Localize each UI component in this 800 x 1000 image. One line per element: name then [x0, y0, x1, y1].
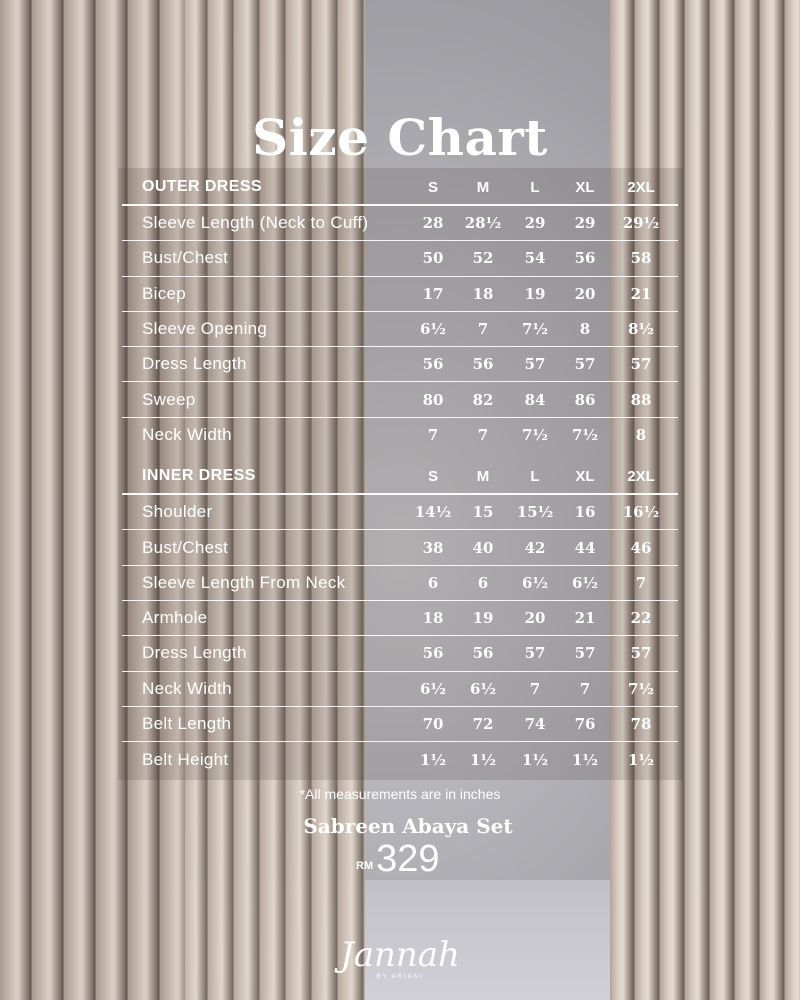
measurement-value: 72 [472, 715, 494, 733]
measurement-value: 8 [635, 426, 647, 445]
measurement-value: 19 [472, 609, 494, 628]
measurement-label: Bicep [142, 283, 187, 303]
page-title: Size Chart [252, 108, 548, 167]
measurement-value: 1½ [469, 750, 497, 769]
measurement-label: Belt Length [142, 714, 232, 733]
measurement-value: 20 [524, 609, 546, 628]
size-header: 2XL [627, 178, 655, 196]
measurement-value: 29 [574, 214, 596, 233]
table-row [122, 566, 678, 601]
measurement-value: 18 [472, 284, 494, 303]
size-header: S [427, 178, 438, 196]
measurement-value: 40 [472, 538, 494, 557]
table-row [122, 241, 678, 276]
measurement-label: Belt Height [142, 749, 229, 769]
measurement-value: 56 [422, 355, 444, 374]
measurement-value: 16½ [622, 503, 660, 522]
measurement-label: Sleeve Length From Neck [142, 572, 346, 592]
measurement-value: 7½ [521, 426, 549, 445]
measurement-value: 7 [427, 426, 439, 445]
measurement-value: 78 [630, 715, 652, 733]
measurement-value: 1½ [521, 750, 549, 769]
measurement-value: 57 [630, 355, 652, 374]
measurement-value: 15 [472, 503, 494, 522]
outer-dress-section [122, 170, 678, 453]
measurement-note: *All measurements are in inches [299, 786, 501, 802]
inner-dress-section [122, 459, 678, 777]
section-heading: OUTER DRESS [142, 178, 262, 195]
table-row [122, 601, 678, 636]
measurement-value: 88 [630, 390, 652, 409]
size-header: S [427, 467, 438, 485]
measurement-value: 6 [427, 573, 439, 592]
measurement-value: 28½ [464, 214, 502, 233]
measurement-label: Sleeve Length (Neck to Cuff) [142, 213, 369, 233]
measurement-label: Shoulder [142, 502, 213, 522]
measurement-value: 18 [422, 609, 444, 628]
table-row [122, 742, 678, 777]
size-header: M [476, 467, 490, 485]
measurement-label: Sleeve Opening [142, 319, 268, 339]
measurement-value: 6½ [571, 573, 599, 592]
brand-logo-tagline: BY ARIANI [376, 974, 424, 980]
measurement-value: 7 [477, 426, 489, 445]
table-row [122, 312, 678, 347]
measurement-value: 15½ [516, 503, 554, 522]
measurement-value: 57 [524, 355, 546, 374]
table-row [122, 707, 678, 742]
measurement-value: 80 [422, 390, 444, 409]
measurement-label: Neck Width [142, 678, 232, 698]
measurement-value: 57 [524, 644, 546, 663]
measurement-value: 50 [422, 249, 444, 268]
measurement-label: Dress Length [142, 354, 247, 374]
size-header: XL [575, 178, 595, 196]
measurement-value: 14½ [414, 503, 452, 522]
measurement-label: Bust/Chest [142, 248, 229, 268]
price-amount: 329 [376, 838, 440, 880]
measurement-label: Bust/Chest [142, 537, 229, 557]
measurement-value: 38 [422, 538, 444, 557]
measurement-value: 8½ [627, 320, 655, 339]
measurement-value: 82 [472, 390, 494, 409]
table-row [122, 636, 678, 671]
brand-logo [0, 935, 800, 980]
measurement-value: 7 [635, 573, 647, 592]
measurement-value: 56 [422, 644, 444, 663]
table-row [122, 206, 678, 241]
size-header: L [530, 467, 540, 485]
measurement-label: Dress Length [142, 643, 247, 663]
measurement-value: 7 [477, 320, 489, 339]
product-name: Sabreen Abaya Set [303, 814, 513, 838]
brand-logo-wordmark: Jannah [340, 935, 460, 975]
table-row [122, 347, 678, 382]
table-row [122, 418, 678, 453]
measurement-value: 57 [630, 644, 652, 663]
table-row [122, 382, 678, 417]
measurement-value: 1½ [571, 750, 599, 769]
measurement-value: 7½ [521, 320, 549, 339]
measurement-value: 56 [574, 249, 596, 268]
measurement-value: 20 [574, 284, 596, 303]
measurement-value: 56 [472, 355, 494, 374]
table-row [122, 495, 678, 530]
measurement-value: 22 [630, 609, 652, 628]
measurement-value: 6½ [419, 679, 447, 698]
measurement-label: Sweep [142, 389, 196, 409]
measurement-value: 57 [574, 644, 596, 663]
table-header-row [122, 170, 678, 206]
table-row [122, 672, 678, 707]
size-header: 2XL [627, 467, 655, 485]
table-row [122, 277, 678, 312]
measurement-value: 21 [630, 284, 652, 303]
measurement-value: 17 [422, 284, 444, 303]
measurement-value: 70 [422, 715, 444, 733]
size-header: L [530, 178, 540, 196]
measurement-value: 74 [524, 715, 546, 733]
measurement-value: 7 [579, 679, 591, 698]
measurement-value: 7½ [627, 679, 655, 698]
measurement-value: 46 [630, 538, 652, 557]
measurement-value: 56 [472, 644, 494, 663]
measurement-value: 6½ [419, 320, 447, 339]
measurement-label: Armhole [142, 608, 208, 628]
measurement-value: 58 [630, 249, 652, 268]
measurement-value: 57 [574, 355, 596, 374]
measurement-value: 52 [472, 249, 494, 268]
measurement-value: 29½ [622, 214, 660, 233]
measurement-label: Neck Width [142, 425, 232, 445]
measurement-value: 76 [574, 715, 596, 733]
section-heading: INNER DRESS [142, 467, 256, 485]
measurement-value: 1½ [419, 750, 447, 769]
measurement-value: 19 [524, 284, 546, 303]
measurement-value: 86 [574, 390, 596, 409]
measurement-value: 21 [574, 609, 596, 628]
measurement-value: 42 [524, 538, 546, 557]
measurement-value: 29 [524, 214, 546, 233]
measurement-value: 8 [579, 320, 591, 339]
measurement-value: 1½ [627, 750, 655, 769]
table-header-row [122, 459, 678, 495]
measurement-value: 16 [574, 503, 596, 522]
measurement-value: 84 [524, 390, 546, 409]
measurement-value: 7½ [571, 426, 599, 445]
measurement-value: 28 [422, 214, 444, 233]
measurement-value: 6½ [521, 573, 549, 592]
size-header: M [476, 178, 490, 196]
price [356, 838, 440, 881]
measurement-value: 6 [477, 573, 489, 592]
table-row [122, 530, 678, 565]
measurement-value: 44 [574, 538, 596, 557]
measurement-value: 7 [529, 679, 541, 698]
size-chart-table [122, 170, 678, 777]
measurement-value: 6½ [469, 679, 497, 698]
price-currency: RM [356, 860, 374, 872]
size-header: XL [575, 467, 595, 485]
measurement-value: 54 [524, 249, 546, 268]
